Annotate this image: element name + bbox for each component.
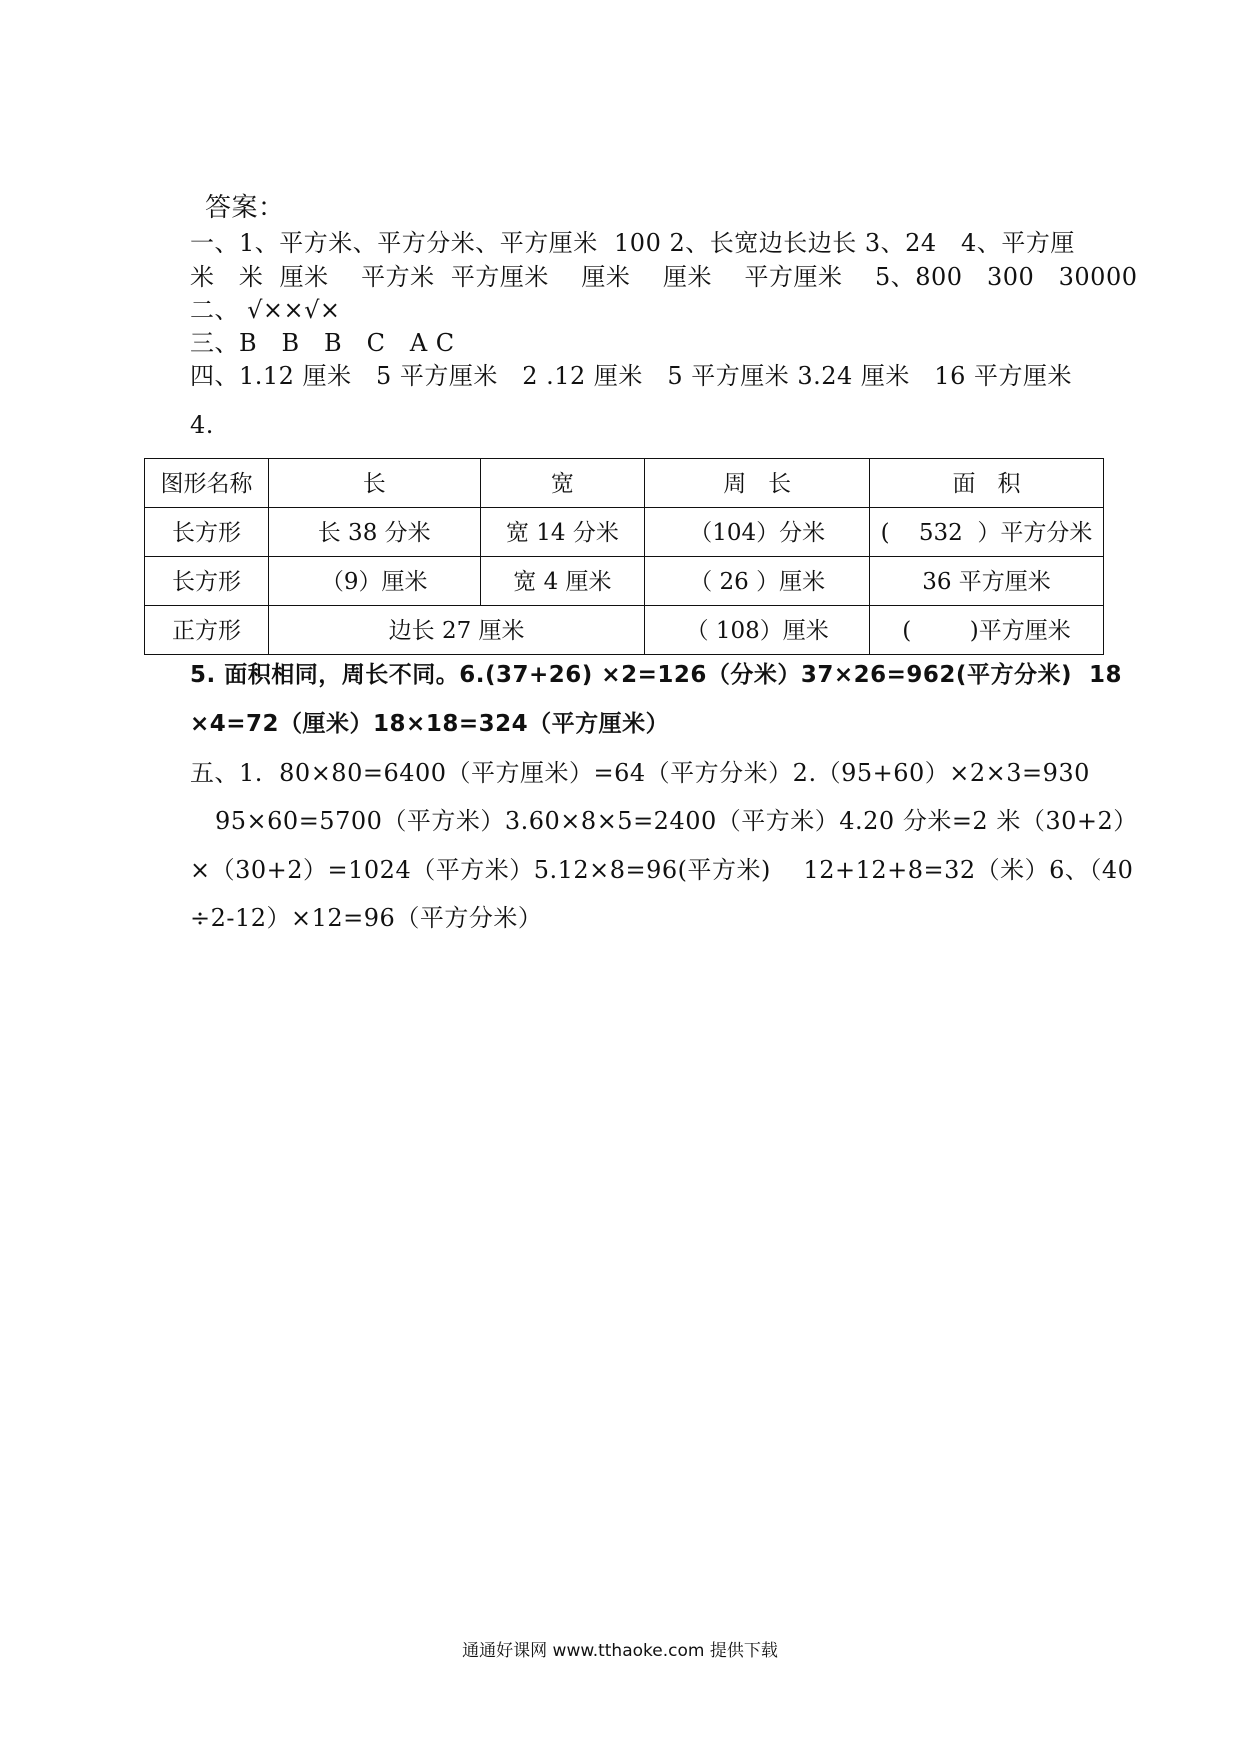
table-cell: （ 26 ）厘米 (645, 557, 870, 606)
table-header-cell: 图形名称 (145, 459, 269, 508)
table-cell: ( )平方厘米 (870, 606, 1104, 655)
table-header-cell: 长 (268, 459, 480, 508)
table-cell: 边长 27 厘米 (268, 606, 644, 655)
answer-title: 答案： (205, 193, 285, 223)
answer-line-6: 4. (190, 411, 214, 439)
table-cell: 36 平方厘米 (870, 557, 1104, 606)
answer-line-4: 三、B B B C A C (190, 329, 455, 357)
page-footer: 通通好课网 www.tthaoke.com 提供下载 (462, 1641, 778, 1661)
section-five-line-2: 95×60=5700（平方米）3.60×8×5=2400（平方米）4.20 分米=2 米（30+2） (215, 807, 1138, 835)
table-cell: 长方形 (145, 557, 269, 606)
table-cell: （104）分米 (645, 508, 870, 557)
answer-line-3: 二、 √××√× (190, 296, 341, 324)
answer-line-5: 四、1.12 厘米 5 平方厘米 2 .12 厘米 5 平方厘米 3.24 厘米 16 平方厘米 (190, 362, 1072, 390)
table-cell: 宽 14 分米 (480, 508, 645, 557)
bold-answer-line-2: ×4=72（厘米）18×18=324（平方厘米） (190, 711, 670, 737)
table-cell: 长方形 (145, 508, 269, 557)
table-cell: （ 108）厘米 (645, 606, 870, 655)
shape-table (144, 458, 1104, 655)
table-row (145, 557, 1104, 606)
table-header-cell: 周 长 (645, 459, 870, 508)
table-row (145, 508, 1104, 557)
section-five-line-4: ÷2-12）×12=96（平方分米） (190, 904, 543, 932)
bold-answer-line-1: 5. 面积相同，周长不同。6.(37+26) ×2=126（分米）37×26=962(平方分米) 18 (190, 662, 1122, 688)
answer-line-2: 米 米 厘米 平方米 平方厘米 厘米 厘米 平方厘米 5、800 300 30000 (190, 263, 1138, 291)
table-header-row (145, 459, 1104, 508)
section-five-line-1: 五、1. 80×80=6400（平方厘米）=64（平方分米）2.（95+60）×2×3=930 (190, 759, 1090, 787)
table-header-cell: 面 积 (870, 459, 1104, 508)
table-row (145, 606, 1104, 655)
table-cell: 长 38 分米 (268, 508, 480, 557)
table-header-cell: 宽 (480, 459, 645, 508)
section-five-line-3: ×（30+2）=1024（平方米）5.12×8=96(平方米) 12+12+8=32（米）6、（40 (190, 856, 1134, 884)
table-cell: 正方形 (145, 606, 269, 655)
answer-line-1: 一、1、平方米、平方分米、平方厘米 100 2、长宽边长边长 3、24 4、平方厘 (190, 229, 1075, 257)
table-cell: ( 532 ）平方分米 (870, 508, 1104, 557)
table-cell: （9）厘米 (268, 557, 480, 606)
table-cell: 宽 4 厘米 (480, 557, 645, 606)
